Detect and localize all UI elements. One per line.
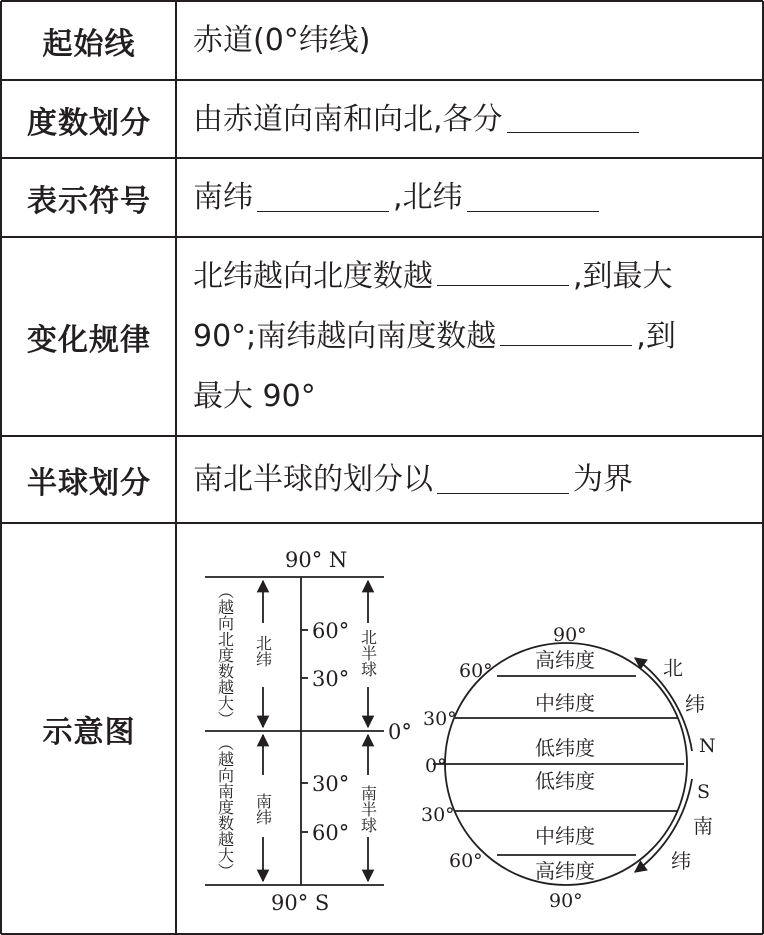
row-label-change-rule: [2, 238, 176, 436]
label-text: 度数划分: [27, 105, 151, 141]
north-arrow-char-1: 北: [663, 656, 683, 680]
tick-label-30n: 30°: [312, 667, 350, 691]
south-arrow-char-3: 纬: [671, 849, 691, 873]
label-text: 变化规律: [27, 323, 151, 358]
globe-top-degree: 90°: [553, 624, 587, 646]
globe-60s-label: 60°: [449, 850, 483, 872]
content-text: ,北纬: [393, 180, 463, 215]
answer-blank[interactable]: [500, 319, 632, 346]
band-mid-north: 中纬度: [535, 691, 595, 715]
row-content-degree-division: [177, 81, 763, 158]
globe-bottom-degree: 90°: [549, 890, 583, 912]
content-text: ,到最大: [573, 259, 673, 294]
content-text: ,到: [636, 319, 676, 354]
latitude-diagram: [177, 525, 764, 935]
content-text: 由赤道向南和向北,各分: [193, 101, 503, 137]
row-content-start-line: [177, 2, 763, 80]
south-hemisphere-label: 南半球: [358, 785, 378, 833]
north-hemisphere-label: 北半球: [358, 629, 378, 677]
label-text: 半球划分: [27, 466, 151, 501]
answer-blank[interactable]: [467, 185, 599, 212]
label-text: 示意图: [42, 715, 136, 750]
row-label-diagram: [2, 524, 176, 934]
answer-blank[interactable]: [257, 185, 389, 212]
tick-label-60s: 60°: [312, 821, 350, 845]
north-pole-label: 90° N: [285, 548, 348, 572]
content-line: [193, 367, 316, 427]
content-line: [193, 247, 673, 307]
band-low-south: 低纬度: [535, 769, 595, 793]
tick-label-60n: 60°: [312, 619, 350, 643]
globe-30s-label: 30°: [421, 804, 455, 826]
content-text: 90°;南纬越向南度数越: [193, 319, 497, 354]
band-mid-south: 中纬度: [535, 824, 595, 848]
row-label-symbols: [2, 159, 176, 237]
row-label-start-line: [2, 2, 176, 80]
content-text: 赤道(0°纬线): [193, 23, 371, 58]
tick-label-30s: 30°: [312, 772, 350, 796]
content-text: 为界: [573, 462, 633, 497]
north-latitude-label: 北纬: [253, 635, 273, 667]
globe-0-label: 0°: [425, 755, 447, 777]
row-content-change-rule: [177, 238, 763, 436]
globe-30n-label: 30°: [423, 708, 457, 730]
row-content-symbols: [177, 159, 763, 237]
content-line: [193, 307, 676, 367]
label-text: 起始线: [42, 27, 136, 62]
south-latitude-label: 南纬: [253, 793, 273, 825]
north-note: （越向北度数越大）: [215, 583, 235, 727]
band-high-north: 高纬度: [535, 648, 595, 672]
south-note: （越向南度数越大）: [215, 735, 235, 879]
label-text: 表示符号: [27, 184, 151, 219]
content-text: 北纬越向北度数越: [193, 259, 433, 294]
row-content-hemisphere-division: [177, 437, 763, 523]
north-arrow-char-2: 纬: [685, 692, 705, 716]
answer-blank[interactable]: [437, 467, 569, 494]
south-pole-label: 90° S: [271, 891, 330, 915]
north-arrow-char-3: N: [699, 735, 716, 757]
south-arrow-char-1: S: [697, 781, 711, 803]
band-low-north: 低纬度: [535, 736, 595, 760]
south-arrow-char-2: 南: [693, 814, 713, 838]
answer-blank[interactable]: [437, 259, 569, 286]
equator-label: 0°: [388, 720, 412, 744]
row-label-hemisphere-division: [2, 437, 176, 523]
globe-60n-label: 60°: [459, 660, 493, 682]
content-text: 最大 90°: [193, 379, 316, 414]
answer-blank[interactable]: [507, 106, 639, 133]
content-text: 南北半球的划分以: [193, 462, 433, 497]
content-text: 南纬: [193, 180, 253, 215]
band-high-south: 高纬度: [535, 859, 595, 883]
row-label-degree-division: [2, 81, 176, 158]
